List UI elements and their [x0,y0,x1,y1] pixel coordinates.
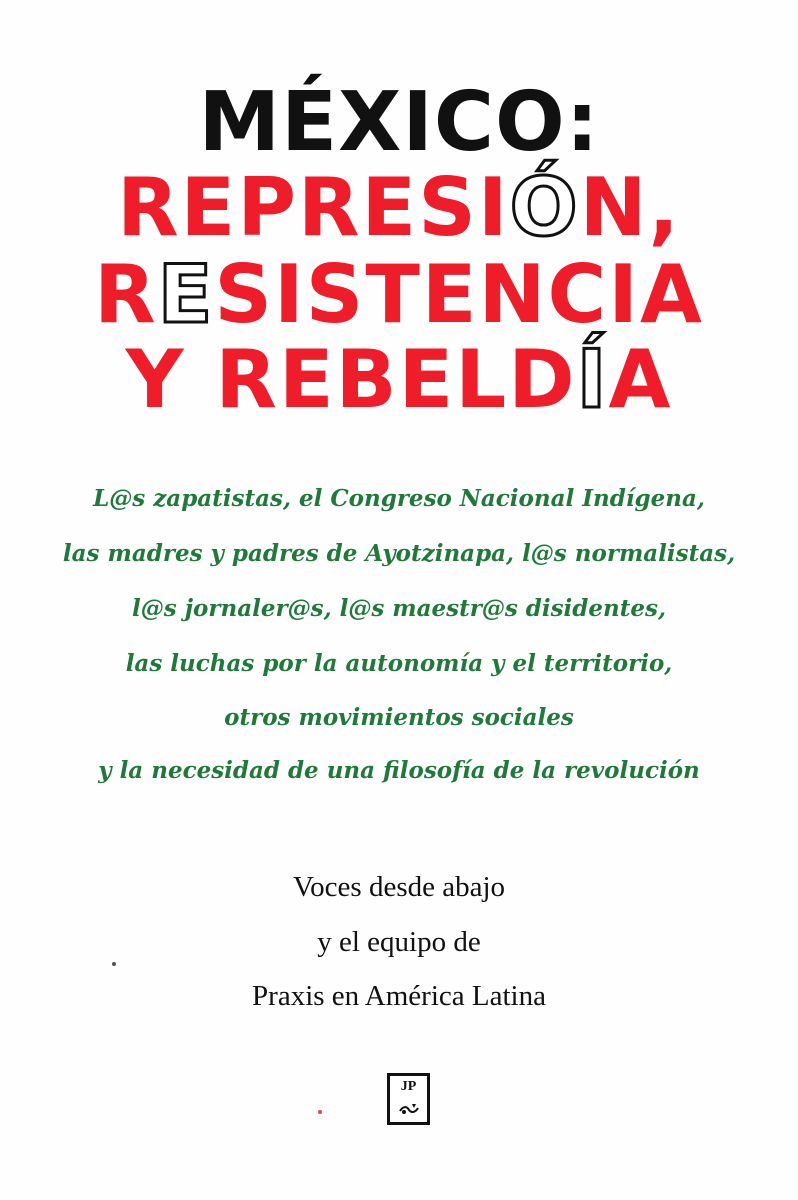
subtitle-line-4: las luchas por la autonomía y el territorio, [125,650,673,677]
author-line-3: Praxis en América Latina [252,980,546,1012]
author-line-1: Voces desde abajo [292,871,506,903]
title-text-resistencia-end: SISTENCIA [214,248,704,341]
publisher-emblem-icon [398,1100,422,1116]
title-line-resistencia [0,248,798,341]
title-outlined-letter-e: E [157,248,215,341]
title-text-mexico: MÉXICO: [198,75,600,170]
title-text-represion-end: N, [579,161,681,254]
title-line-mexico [0,75,798,170]
subtitle-line-1: L@s zapatistas, el Congreso Nacional Indígena, [93,485,705,512]
print-speck [318,1110,322,1114]
title-outlined-letter-i: Í [576,333,609,426]
publisher-logo [387,1073,430,1125]
subtitle-line-5: otros movimientos sociales [224,704,574,731]
subtitle-line-2: las madres y padres de Ayotzinapa, l@s normalistas, [62,540,736,567]
author-line-2: y el equipo de [317,926,481,958]
title-line-represion [0,161,798,254]
title-text-represion-start: REPRESI [117,161,510,254]
title-outlined-letter-o: Ó [509,161,580,254]
title-text-rebeldia-start: Y REBELD [125,333,577,426]
print-speck [112,962,116,966]
title-text-rebeldia-end: A [608,333,673,426]
title-text-resistencia-start: R [94,248,158,341]
subtitle-line-6: y la necesidad de una filosofía de la revolución [98,757,700,784]
subtitle-line-3: l@s jornaler@s, l@s maestr@s disidentes, [132,595,666,622]
title-line-rebeldia [0,333,798,426]
publisher-logo-text: JP [400,1079,417,1094]
